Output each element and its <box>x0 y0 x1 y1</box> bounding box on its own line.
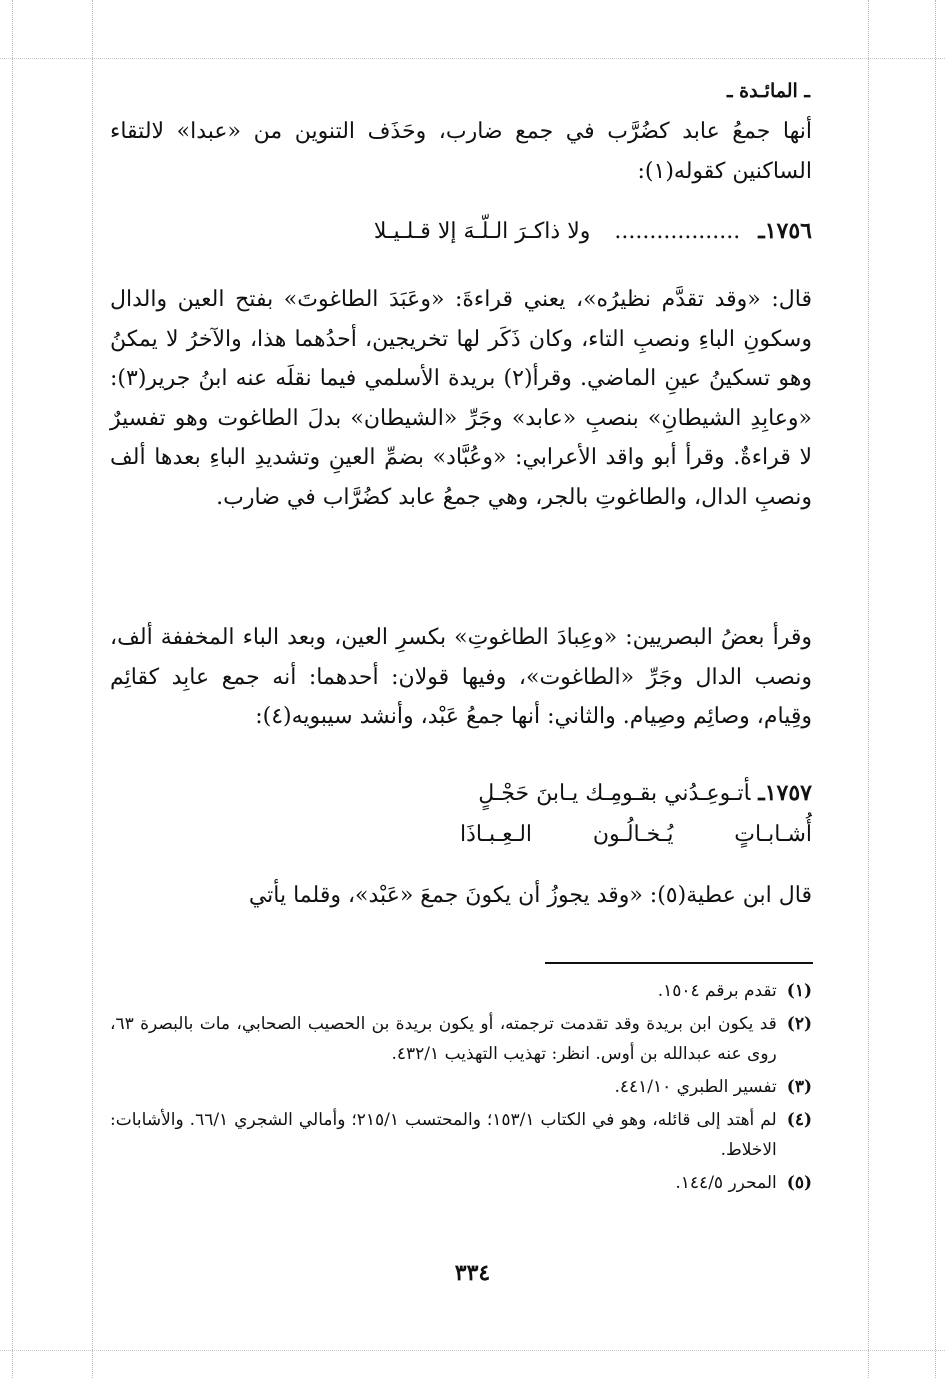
paragraph-1: أنها جمعُ عابد كضُرَّب في جمع ضارب، وحَذَف التنوين من «عبدا» لالتقاء الساكنين كقوله(١): <box>110 119 812 184</box>
footnote <box>110 1072 812 1102</box>
footnote-number: (٢) <box>786 1014 812 1034</box>
verse-number: ١٧٥٦ـ <box>758 218 812 244</box>
footnote-text: المحرر ١٤٤/٥. <box>675 1173 777 1193</box>
verse-1757-line-1 <box>478 780 812 806</box>
paragraph-3: وقرأ بعضُ البصريين: «وعِبادَ الطاغوتِ» بكسرِ العين، وبعد الباء المخففة ألف، ونصب الدال وجَرِّ «الطاغوت»، وفيها قولان: أحدهما: أنه جمع عابِد كقائِم وقِيام، وصائِم وصِيام. والثاني: أنها جمعُ عَبْد، وأنشد سيبويه(٤): <box>110 625 812 729</box>
verse-ellipsis: .................. <box>614 219 741 244</box>
footnote-number: (٣) <box>786 1077 812 1097</box>
footnote-text: تفسير الطبري ٤٤١/١٠. <box>614 1077 777 1097</box>
footnote-text: قد يكون ابن بريدة وقد تقدمت ترجمته، أو يكون بريدة بن الحصيب الصحابي، مات بالبصرة ٦٣، روى عنه عبدالله بن أوس. انظر: تهذيب التهذيب ٤٣٢/١. <box>110 1014 777 1064</box>
scan-edge-line <box>92 0 93 1378</box>
footnote-text: تقدم برقم ١٥٠٤. <box>657 981 777 1001</box>
footnote-number: (١) <box>786 981 812 1001</box>
paragraph-4: قال ابن عطية(٥): «وقد يجوزُ أن يكونَ جمعَ «عَبْد»، وقلما يأتي <box>248 883 812 908</box>
scan-edge-line <box>868 0 869 1378</box>
footnote <box>110 1168 812 1198</box>
verse-text: أتـوعِـدُني بقـومِـك يـابنَ حَجْـلٍ <box>478 781 751 806</box>
footnote-number: (٤) <box>786 1110 812 1130</box>
footnote <box>110 976 812 1006</box>
footnote-number: (٥) <box>786 1173 812 1193</box>
scan-edge-line <box>0 58 945 59</box>
footnote <box>110 1009 812 1069</box>
verse-1757-line-2: أُشـابـاتٍ يُـخـالُـون الـعِـبـاذَا <box>460 822 812 847</box>
footnotes <box>110 976 812 1201</box>
scan-edge-line <box>0 1350 945 1351</box>
footnote-separator <box>545 962 813 964</box>
footnote <box>110 1105 812 1165</box>
scan-edge-line <box>12 0 13 1378</box>
scan-edge-line <box>935 0 936 1378</box>
verse-1756 <box>110 218 812 244</box>
verse-text: ولا ذاكـرَ الـلّـهَ إلا قـلـيـلا <box>373 219 591 244</box>
page-number: ٣٣٤ <box>454 1260 491 1286</box>
paragraph-2: قال: «وقد تقدَّم نظيرُه»، يعني قراءةَ: «وعَبَدَ الطاغوتَ» بفتح العين والدال وسكونِ الباءِ ونصبِ التاء، وكان ذَكَر لها تخريجين، أحدُهما هذا، والآخرُ لا يمكنُ وهو تسكينُ عينِ الماضي. وقرأ(٢) بريدة الأسلمي فيما نقلَه عنه ابنُ جرير(٣): «وعابِدِ الشيطانِ» بنصبِ «عابد» وجَرِّ «الشيطان» بدلَ الطاغوت وهو تفسيرٌ لا قراءةٌ. وقرأ أبو واقد الأعرابي: «وعُبَّاد» بضمِّ العينِ وتشديدِ الباءِ بعدها ألف ونصبِ الدال، والطاغوتِ بالجر، وهي جمعُ عابد كضُرَّاب في ضارب. <box>110 287 812 510</box>
running-header: ـ المائـدة ـ <box>727 80 810 102</box>
verse-number: ١٧٥٧ـ <box>758 780 812 806</box>
footnote-text: لم أهتد إلى قائله، وهو في الكتاب ١٥٣/١؛ والمحتسب ٢١٥/١؛ وأمالي الشجري ٦٦/١. والأشابات: الاخلاط. <box>110 1110 777 1160</box>
